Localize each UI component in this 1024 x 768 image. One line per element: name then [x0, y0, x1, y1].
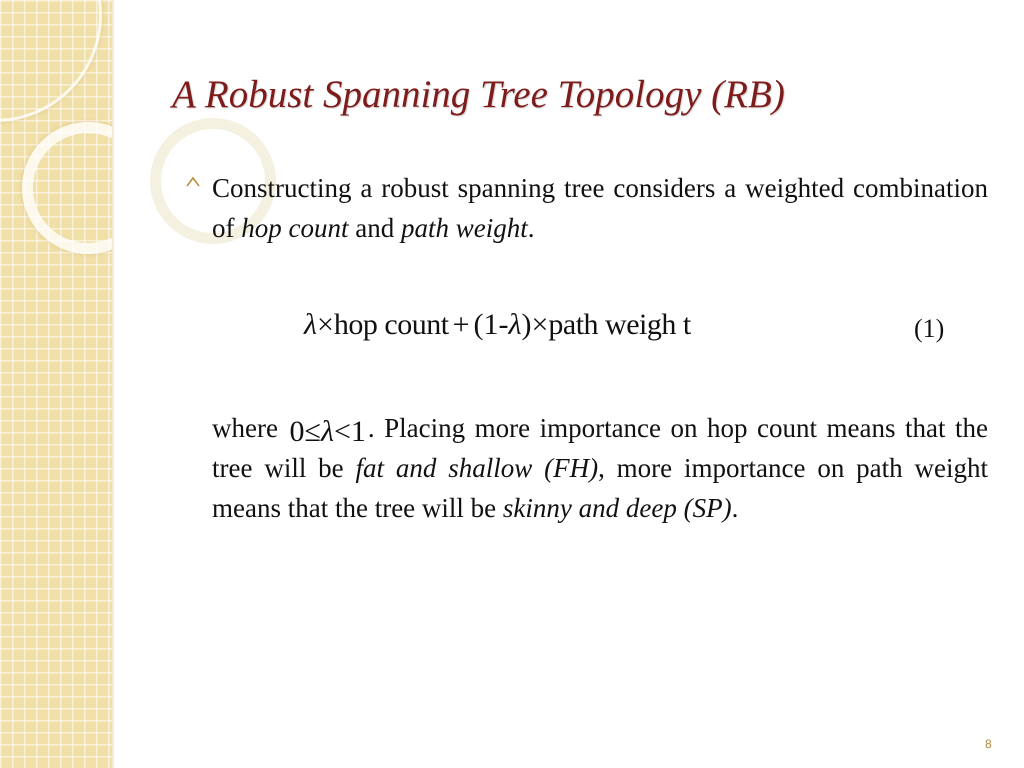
equation-1 [304, 308, 691, 342]
equation-term: (1- [473, 308, 509, 341]
decorative-sidebar [0, 0, 112, 768]
text: . [731, 493, 739, 523]
lambda-symbol: λ [508, 308, 522, 341]
plus-symbol: + [452, 308, 470, 341]
equation-term: ) [521, 308, 532, 341]
inequality [287, 417, 367, 447]
equation-number: (1) [914, 314, 945, 343]
text: , more importance on path weight means that the tree will be [212, 453, 988, 523]
bullet-text: and [348, 213, 401, 243]
text: . Placing more importance on hop count means that the tree will be [212, 413, 988, 483]
explanation-paragraph [212, 408, 988, 528]
text: where [212, 413, 288, 443]
bullet-text-line1: Constructing a robust spanning tree considers a [212, 173, 737, 203]
equation-term: hop count [333, 308, 449, 341]
emphasis-hop-count: hop count [241, 213, 349, 243]
lambda-symbol: λ [320, 415, 334, 448]
lambda-symbol: λ [304, 308, 317, 341]
math-token: 0 [289, 415, 305, 448]
decorative-ring [0, 0, 102, 122]
emphasis-path-weight: path weight [400, 213, 528, 243]
bullet-text: weighted combination of [212, 173, 988, 243]
math-token: < [333, 415, 351, 448]
equation-term: path weigh t [548, 308, 691, 341]
sidebar-edge [112, 0, 115, 768]
emphasis-fat-shallow: fat and shallow (FH) [355, 453, 599, 483]
emphasis-skinny-deep: skinny and deep (SP) [502, 493, 732, 523]
page-number: 8 [985, 737, 992, 751]
times-symbol: × [531, 308, 549, 341]
decorative-ring [22, 122, 112, 254]
bullet-text: . [527, 213, 535, 243]
math-token: 1 [350, 415, 366, 448]
slide-title: A Robust Spanning Tree Topology (RB) [172, 73, 785, 116]
math-token: ≤ [304, 415, 321, 448]
bullet-paragraph [212, 168, 988, 248]
times-symbol: × [317, 308, 334, 341]
